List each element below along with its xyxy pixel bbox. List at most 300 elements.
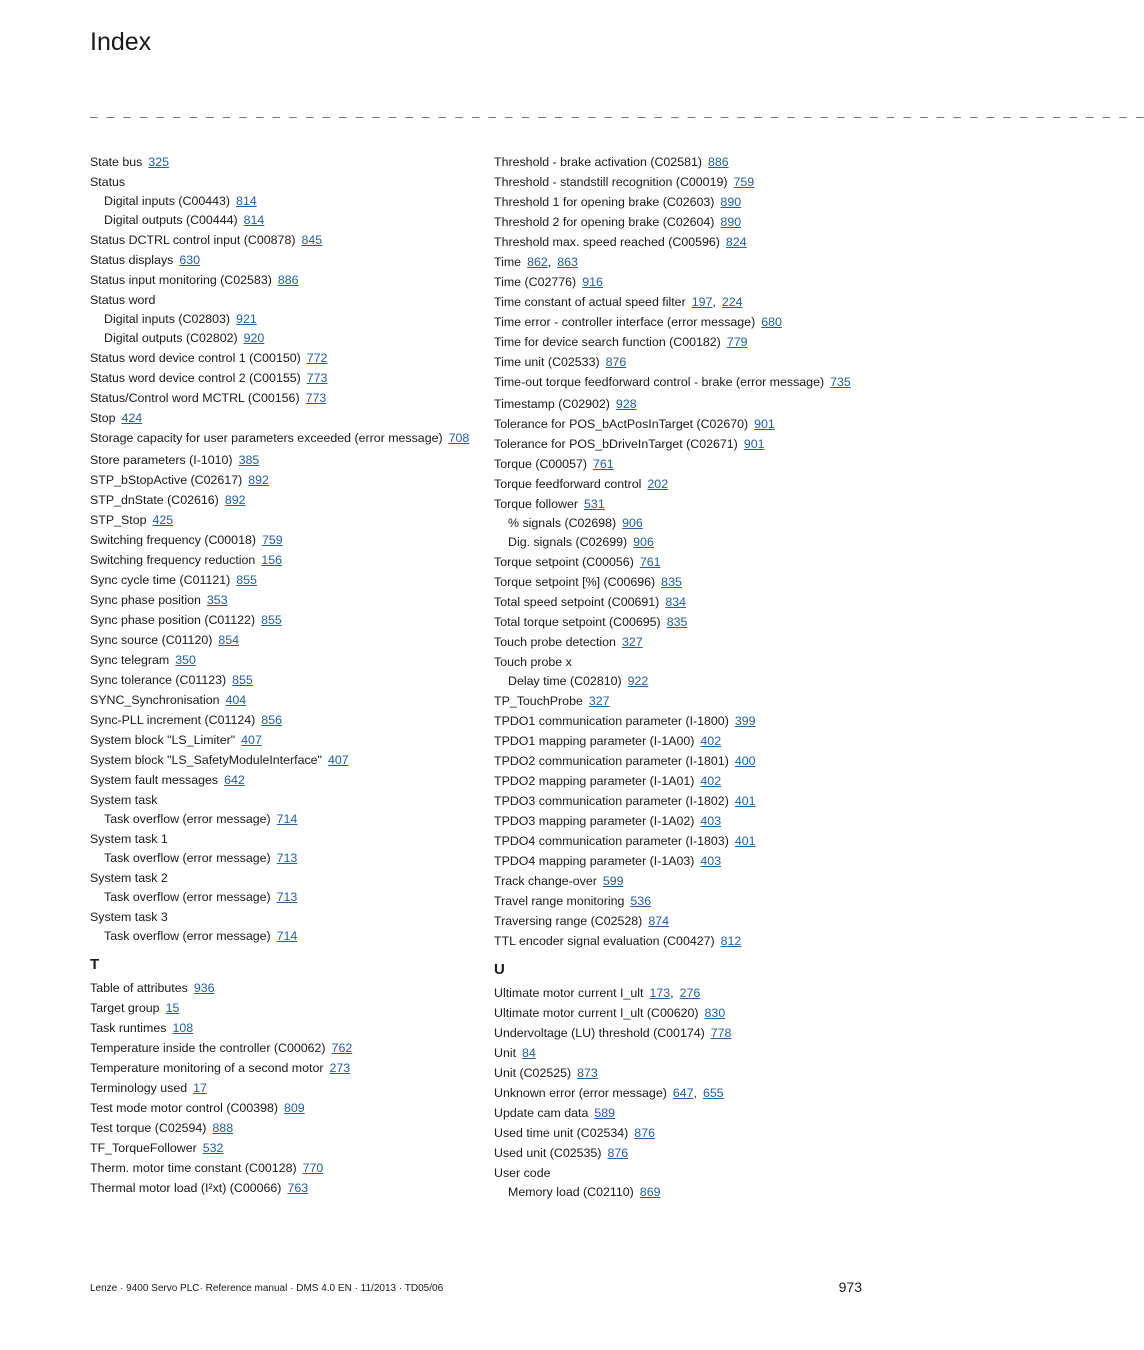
page-reference-link[interactable]: 599 xyxy=(602,874,624,888)
page-reference-link[interactable]: 713 xyxy=(276,851,298,865)
index-entry xyxy=(494,374,864,391)
page-number: 973 xyxy=(838,1279,862,1295)
index-entry xyxy=(90,829,470,849)
page-reference-link[interactable]: 407 xyxy=(241,733,262,747)
index-entry xyxy=(494,292,864,312)
index-subentry xyxy=(90,849,470,868)
index-entry xyxy=(494,1143,864,1163)
page-separator: , xyxy=(670,986,674,1000)
index-entry-text: Storage capacity for user parameters exceeded (error message) xyxy=(90,431,443,445)
page-reference-link[interactable]: 834 xyxy=(665,595,686,609)
index-entry xyxy=(90,1118,470,1138)
page-reference-link[interactable]: 15 xyxy=(165,1001,180,1015)
index-subentry xyxy=(90,329,470,348)
index-entry-text: TF_TorqueFollower xyxy=(90,1141,197,1155)
index-entry xyxy=(494,911,864,931)
page-reference-link[interactable]: 273 xyxy=(329,1061,351,1075)
page-reference-link[interactable]: 589 xyxy=(594,1106,616,1120)
index-subentry xyxy=(494,533,864,552)
index-section-heading: U xyxy=(494,961,505,978)
page-reference-link[interactable]: 772 xyxy=(306,351,328,365)
page-reference-link[interactable]: 921 xyxy=(236,312,257,326)
index-subentry xyxy=(90,211,470,230)
index-entry-text: Unit (C02525) xyxy=(494,1066,572,1080)
page-reference-link[interactable]: 855 xyxy=(261,613,282,627)
index-entry-text: Undervoltage (LU) threshold (C00174) xyxy=(494,1026,705,1040)
page-reference-link[interactable]: 830 xyxy=(704,1006,726,1020)
index-entry-text: Time for device search function (C00182) xyxy=(494,335,721,349)
index-entry xyxy=(90,590,470,610)
page-reference-link[interactable]: 890 xyxy=(720,215,742,229)
index-section-heading: T xyxy=(90,956,100,973)
index-entry-text: System task 2 xyxy=(90,871,168,885)
index-entry xyxy=(494,612,864,632)
page-reference-link[interactable]: 735 xyxy=(830,375,851,389)
index-entry-text: Task runtimes xyxy=(90,1021,167,1035)
page-reference-link[interactable]: 400 xyxy=(734,754,756,768)
index-entry xyxy=(494,1123,864,1143)
index-subentry xyxy=(494,1183,864,1202)
index-entry-text: Ultimate motor current I_ult (C00620) xyxy=(494,1006,699,1020)
index-entry-text: Test torque (C02594) xyxy=(90,1121,207,1135)
page-reference-link[interactable]: 399 xyxy=(734,714,756,728)
page-reference-link[interactable]: 647 xyxy=(672,1086,694,1100)
index-entry xyxy=(494,652,864,672)
index-entry-text: Digital inputs (C02803) xyxy=(104,312,231,326)
index-entry-text: Unknown error (error message) xyxy=(494,1086,667,1100)
page-reference-link[interactable]: 824 xyxy=(725,235,747,249)
index-entry xyxy=(494,152,864,172)
page-reference-link[interactable]: 869 xyxy=(639,1185,661,1199)
index-entry-text: TTL encoder signal evaluation (C00427) xyxy=(494,934,715,948)
index-entry xyxy=(494,192,864,212)
index-entry-text: Threshold - standstill recognition (C00019) xyxy=(494,175,728,189)
index-entry-text: TPDO3 communication parameter (I-1802) xyxy=(494,794,729,808)
index-entry-text: Status DCTRL control input (C00878) xyxy=(90,233,296,247)
page-reference-link[interactable]: 835 xyxy=(666,615,688,629)
page-reference-link[interactable]: 401 xyxy=(734,834,756,848)
index-entry-text: System block "LS_SafetyModuleInterface" xyxy=(90,753,322,767)
index-entry xyxy=(494,751,864,771)
page-reference-link[interactable]: 224 xyxy=(721,295,743,309)
page-reference-link[interactable]: 892 xyxy=(224,493,246,507)
page-reference-link[interactable]: 886 xyxy=(277,273,299,287)
index-entry-text: Used unit (C02535) xyxy=(494,1146,602,1160)
index-entry-text: Digital outputs (C02802) xyxy=(104,331,238,345)
index-entry-text: Threshold max. speed reached (C00596) xyxy=(494,235,720,249)
page-reference-link[interactable]: 759 xyxy=(262,533,283,547)
index-entry xyxy=(494,891,864,911)
index-entry-text: Status/Control word MCTRL (C00156) xyxy=(90,391,300,405)
page-reference-link[interactable]: 922 xyxy=(627,674,649,688)
page-reference-link[interactable]: 202 xyxy=(647,477,669,491)
index-entry xyxy=(90,450,470,470)
index-entry xyxy=(494,851,864,871)
page-reference-link[interactable]: 770 xyxy=(302,1161,324,1175)
index-entry xyxy=(90,868,470,888)
page-reference-link[interactable]: 17 xyxy=(193,1081,207,1095)
page-separator: , xyxy=(712,295,716,309)
index-entry-text: Time xyxy=(494,255,522,269)
index-entry-text: Torque feedforward control xyxy=(494,477,642,491)
index-entry xyxy=(494,552,864,572)
index-entry xyxy=(494,1103,864,1123)
page-reference-link[interactable]: 325 xyxy=(148,155,170,169)
page-reference-link[interactable]: 402 xyxy=(700,774,722,788)
page-reference-link[interactable]: 928 xyxy=(615,397,637,411)
index-entry-text: Time unit (C02533) xyxy=(494,355,600,369)
index-entry xyxy=(90,152,470,172)
index-entry-text: Thermal motor load (I²xt) (C00066) xyxy=(90,1181,282,1195)
index-entry-text: % signals (C02698) xyxy=(508,516,617,530)
page-reference-link[interactable]: 532 xyxy=(202,1141,224,1155)
page-reference-link[interactable]: 276 xyxy=(679,986,701,1000)
index-entry xyxy=(494,691,864,711)
index-entry xyxy=(494,1063,864,1083)
index-entry-text: Sync-PLL increment (C01124) xyxy=(90,713,256,727)
index-entry xyxy=(494,252,864,272)
index-entry-text: Status word device control 2 (C00155) xyxy=(90,371,301,385)
index-entry-text: Threshold 2 for opening brake (C02604) xyxy=(494,215,715,229)
page-reference-link[interactable]: 814 xyxy=(236,194,257,208)
footer-text: Lenze · 9400 Servo PLC· Reference manual · DMS 4.0 EN · 11/2013 · TD05/06 xyxy=(90,1283,444,1294)
page-reference-link[interactable]: 536 xyxy=(630,894,652,908)
index-entry xyxy=(90,770,470,790)
page-reference-link[interactable]: 835 xyxy=(661,575,682,589)
index-entry xyxy=(90,470,470,490)
index-entry xyxy=(494,272,864,292)
index-entry-text: Total torque setpoint (C00695) xyxy=(494,615,661,629)
index-entry xyxy=(90,1178,470,1198)
index-subentry xyxy=(494,514,864,533)
index-column-left xyxy=(90,152,470,1198)
index-entry-text: System fault messages xyxy=(90,773,219,787)
page-reference-link[interactable]: 401 xyxy=(734,794,756,808)
page-reference-link[interactable]: 327 xyxy=(621,635,643,649)
index-entry xyxy=(90,1038,470,1058)
index-subentry xyxy=(90,310,470,329)
page-reference-link[interactable]: 404 xyxy=(225,693,247,707)
index-entry-text: Touch probe detection xyxy=(494,635,616,649)
index-entry-text: STP_Stop xyxy=(90,513,147,527)
index-entry xyxy=(90,1138,470,1158)
page-reference-link[interactable]: 708 xyxy=(448,431,470,445)
page-reference-link[interactable]: 680 xyxy=(761,315,782,329)
index-entry-text: State bus xyxy=(90,155,143,169)
index-entry-text: Therm. motor time constant (C00128) xyxy=(90,1161,297,1175)
page-reference-link[interactable]: 762 xyxy=(331,1041,353,1055)
page-reference-link[interactable]: 761 xyxy=(639,555,661,569)
index-entry xyxy=(90,907,470,927)
page-reference-link[interactable]: 763 xyxy=(287,1181,309,1195)
index-entry xyxy=(494,983,864,1003)
page-reference-link[interactable]: 407 xyxy=(327,753,349,767)
page-reference-link[interactable]: 350 xyxy=(175,653,196,667)
index-entry-text: Total speed setpoint (C00691) xyxy=(494,595,660,609)
page-reference-link[interactable]: 906 xyxy=(622,516,643,530)
index-entry xyxy=(494,711,864,731)
page-reference-link[interactable]: 936 xyxy=(193,981,215,995)
index-entry xyxy=(494,1083,864,1103)
index-subentry xyxy=(90,927,470,946)
index-entry-text: Sync tolerance (C01123) xyxy=(90,673,227,687)
index-entry-text: Memory load (C02110) xyxy=(508,1185,634,1199)
index-entry xyxy=(90,270,470,290)
page-reference-link[interactable]: 892 xyxy=(248,473,269,487)
index-entry xyxy=(90,1158,470,1178)
index-entry-text: Threshold 1 for opening brake (C02603) xyxy=(494,195,715,209)
index-entry-text: Travel range monitoring xyxy=(494,894,625,908)
page-reference-link[interactable]: 84 xyxy=(522,1046,536,1060)
index-entry xyxy=(90,998,470,1018)
index-column-right xyxy=(494,152,864,1202)
index-entry xyxy=(90,430,470,447)
index-entry-text: Table of attributes xyxy=(90,981,188,995)
page-reference-link[interactable]: 779 xyxy=(726,335,748,349)
index-entry xyxy=(90,530,470,550)
index-entry-text: TPDO2 communication parameter (I-1801) xyxy=(494,754,729,768)
index-entry xyxy=(494,831,864,851)
index-entry xyxy=(90,388,470,408)
index-entry-text: Torque setpoint [%] (C00696) xyxy=(494,575,656,589)
index-entry xyxy=(90,670,470,690)
index-entry-text: Temperature inside the controller (C00062) xyxy=(90,1041,326,1055)
index-entry-text: Ultimate motor current I_ult xyxy=(494,986,644,1000)
page-reference-link[interactable]: 759 xyxy=(733,175,755,189)
index-entry xyxy=(90,550,470,570)
index-entry-text: Touch probe x xyxy=(494,655,572,669)
index-entry xyxy=(90,510,470,530)
index-entry xyxy=(494,454,864,474)
index-entry xyxy=(494,871,864,891)
index-entry xyxy=(90,630,470,650)
index-entry-text: STP_bStopActive (C02617) xyxy=(90,473,243,487)
page-reference-link[interactable]: 876 xyxy=(607,1146,629,1160)
index-entry xyxy=(494,172,864,192)
index-entry-text: Tolerance for POS_bDriveInTarget (C02671) xyxy=(494,437,738,451)
index-entry xyxy=(90,790,470,810)
index-entry xyxy=(90,1078,470,1098)
index-entry-text: TPDO4 communication parameter (I-1803) xyxy=(494,834,729,848)
index-entry xyxy=(90,1018,470,1038)
index-entry xyxy=(494,494,864,514)
index-entry-text: Torque follower xyxy=(494,497,579,511)
index-entry-text: Status word xyxy=(90,293,156,307)
index-entry-text: Digital outputs (C00444) xyxy=(104,213,238,227)
index-entry xyxy=(90,730,470,750)
page-reference-link[interactable]: 812 xyxy=(720,934,742,948)
index-entry xyxy=(494,1003,864,1023)
index-entry-text: STP_dnState (C02616) xyxy=(90,493,219,507)
index-entry xyxy=(494,232,864,252)
index-entry xyxy=(90,290,470,310)
page-reference-link[interactable]: 856 xyxy=(261,713,282,727)
index-entry xyxy=(90,490,470,510)
index-entry-text: Status input monitoring (C02583) xyxy=(90,273,272,287)
index-entry-text: TPDO1 communication parameter (I-1800) xyxy=(494,714,729,728)
index-entry-text: Task overflow (error message) xyxy=(104,851,271,865)
index-entry-text: Task overflow (error message) xyxy=(104,929,271,943)
page-reference-link[interactable]: 906 xyxy=(633,535,654,549)
index-entry-text: Sync phase position xyxy=(90,593,201,607)
page-reference-link[interactable]: 713 xyxy=(276,890,298,904)
index-entry-text: TPDO3 mapping parameter (I-1A02) xyxy=(494,814,695,828)
index-entry-text: Time-out torque feedforward control - brake (error message) xyxy=(494,375,825,389)
page-reference-link[interactable]: 714 xyxy=(276,929,298,943)
index-entry xyxy=(90,690,470,710)
page-reference-link[interactable]: 862 xyxy=(527,255,548,269)
index-entry-text: Test mode motor control (C00398) xyxy=(90,1101,279,1115)
page-reference-link[interactable]: 402 xyxy=(700,734,722,748)
page-reference-link[interactable]: 425 xyxy=(152,513,174,527)
index-entry-text: Time (C02776) xyxy=(494,275,577,289)
index-entry-text: Timestamp (C02902) xyxy=(494,397,610,411)
index-entry xyxy=(494,212,864,232)
index-entry xyxy=(494,394,864,414)
index-entry-text: Track change-over xyxy=(494,874,597,888)
index-entry xyxy=(90,348,470,368)
page-reference-link[interactable]: 424 xyxy=(121,411,143,425)
page-reference-link[interactable]: 197 xyxy=(691,295,713,309)
index-entry-text: Delay time (C02810) xyxy=(508,674,622,688)
index-entry-text: Target group xyxy=(90,1001,160,1015)
header-rule: _ _ _ _ _ _ _ _ _ _ _ _ _ _ _ _ _ _ _ _ _ _ _ _ _ _ _ _ _ _ _ _ _ _ _ _ _ _ _ _ _ _ _ _ _ _ _ _ _ _ _ _ _ _ _ _ _ _ _ _ _ _ _ _ xyxy=(90,106,1144,120)
index-entry-text: Dig. signals (C02699) xyxy=(508,535,628,549)
page-reference-link[interactable]: 531 xyxy=(584,497,605,511)
page-reference-link[interactable]: 642 xyxy=(224,773,245,787)
index-entry xyxy=(494,332,864,352)
index-entry-text: Traversing range (C02528) xyxy=(494,914,643,928)
page-reference-link[interactable]: 778 xyxy=(710,1026,732,1040)
index-entry-text: Sync source (C01120) xyxy=(90,633,213,647)
page-reference-link[interactable]: 876 xyxy=(605,355,627,369)
index-entry xyxy=(90,1058,470,1078)
index-entry xyxy=(494,414,864,434)
page-reference-link[interactable]: 855 xyxy=(236,573,257,587)
page-reference-link[interactable]: 655 xyxy=(702,1086,724,1100)
index-entry-text: TPDO1 mapping parameter (I-1A00) xyxy=(494,734,695,748)
index-entry-text: System task 1 xyxy=(90,832,168,846)
page-reference-link[interactable]: 814 xyxy=(243,213,265,227)
index-entry xyxy=(90,610,470,630)
index-entry-text: User code xyxy=(494,1166,551,1180)
index-entry-text: Sync telegram xyxy=(90,653,170,667)
page-reference-link[interactable]: 714 xyxy=(276,812,298,826)
page-reference-link[interactable]: 890 xyxy=(720,195,742,209)
index-entry xyxy=(494,312,864,332)
index-entry xyxy=(494,572,864,592)
index-entry-text: Temperature monitoring of a second motor xyxy=(90,1061,324,1075)
index-entry xyxy=(90,978,470,998)
index-subentry xyxy=(90,888,470,907)
index-entry-text: Used time unit (C02534) xyxy=(494,1126,629,1140)
page-reference-link[interactable]: 761 xyxy=(592,457,614,471)
index-entry xyxy=(90,230,470,250)
index-entry-text: Switching frequency reduction xyxy=(90,553,256,567)
page-reference-link[interactable]: 173 xyxy=(649,986,671,1000)
index-entry xyxy=(494,592,864,612)
page-reference-link[interactable]: 916 xyxy=(582,275,603,289)
index-entry-text: Status word device control 1 (C00150) xyxy=(90,351,301,365)
page-reference-link[interactable]: 855 xyxy=(232,673,253,687)
page-reference-link[interactable]: 156 xyxy=(261,553,282,567)
page-title: Index xyxy=(90,28,152,56)
index-entry xyxy=(90,172,470,192)
index-entry xyxy=(494,1043,864,1063)
page-reference-link[interactable]: 630 xyxy=(179,253,201,267)
index-entry-text: System task xyxy=(90,793,158,807)
index-entry xyxy=(494,474,864,494)
index-entry xyxy=(494,791,864,811)
page-reference-link[interactable]: 403 xyxy=(700,854,722,868)
page-reference-link[interactable]: 845 xyxy=(301,233,323,247)
page-reference-link[interactable]: 353 xyxy=(206,593,228,607)
page-reference-link[interactable]: 327 xyxy=(588,694,610,708)
index-entry xyxy=(90,710,470,730)
page-reference-link[interactable]: 920 xyxy=(243,331,265,345)
page-reference-link[interactable]: 876 xyxy=(634,1126,655,1140)
index-entry-text: System task 3 xyxy=(90,910,168,924)
index-entry-text: Time error - controller interface (error message) xyxy=(494,315,756,329)
index-subentry xyxy=(494,672,864,691)
page-reference-link[interactable]: 901 xyxy=(754,417,775,431)
index-entry-text: Stop xyxy=(90,411,116,425)
index-entry-text: Sync phase position (C01122) xyxy=(90,613,256,627)
index-entry xyxy=(90,368,470,388)
page-reference-link[interactable]: 108 xyxy=(172,1021,194,1035)
index-entry-text: Terminology used xyxy=(90,1081,188,1095)
index-entry-text: TPDO2 mapping parameter (I-1A01) xyxy=(494,774,695,788)
index-entry xyxy=(494,771,864,791)
index-entry-text: Task overflow (error message) xyxy=(104,812,271,826)
index-subentry xyxy=(90,810,470,829)
index-entry xyxy=(494,632,864,652)
index-entry-text: Sync cycle time (C01121) xyxy=(90,573,231,587)
page-reference-link[interactable]: 403 xyxy=(700,814,722,828)
index-entry-text: Status xyxy=(90,175,126,189)
index-entry-text: Threshold - brake activation (C02581) xyxy=(494,155,702,169)
page-separator: , xyxy=(547,255,552,269)
index-entry xyxy=(494,811,864,831)
page-reference-link[interactable]: 854 xyxy=(218,633,240,647)
page-reference-link[interactable]: 863 xyxy=(557,255,578,269)
page-reference-link[interactable]: 901 xyxy=(743,437,765,451)
page-reference-link[interactable]: 874 xyxy=(648,914,669,928)
index-entry xyxy=(90,408,470,428)
index-entry-text: Torque setpoint (C00056) xyxy=(494,555,634,569)
page-reference-link[interactable]: 773 xyxy=(306,371,328,385)
page-reference-link[interactable]: 873 xyxy=(577,1066,598,1080)
page-separator: , xyxy=(693,1086,697,1100)
page-reference-link[interactable]: 385 xyxy=(238,453,260,467)
index-entry xyxy=(494,352,864,372)
index-entry-text: Update cam data xyxy=(494,1106,589,1120)
page-reference-link[interactable]: 888 xyxy=(212,1121,234,1135)
index-entry xyxy=(90,750,470,770)
index-entry-text: System block "LS_Limiter" xyxy=(90,733,236,747)
page-reference-link[interactable]: 809 xyxy=(284,1101,305,1115)
page-reference-link[interactable]: 773 xyxy=(305,391,327,405)
index-entry-text: Task overflow (error message) xyxy=(104,890,271,904)
index-entry-text: TPDO4 mapping parameter (I-1A03) xyxy=(494,854,695,868)
index-entry-text: Digital inputs (C00443) xyxy=(104,194,231,208)
index-entry-text: Status displays xyxy=(90,253,174,267)
index-entry xyxy=(90,570,470,590)
page-reference-link[interactable]: 886 xyxy=(708,155,729,169)
index-subentry xyxy=(90,192,470,211)
index-entry-text: TP_TouchProbe xyxy=(494,694,583,708)
index-entry xyxy=(494,1163,864,1183)
